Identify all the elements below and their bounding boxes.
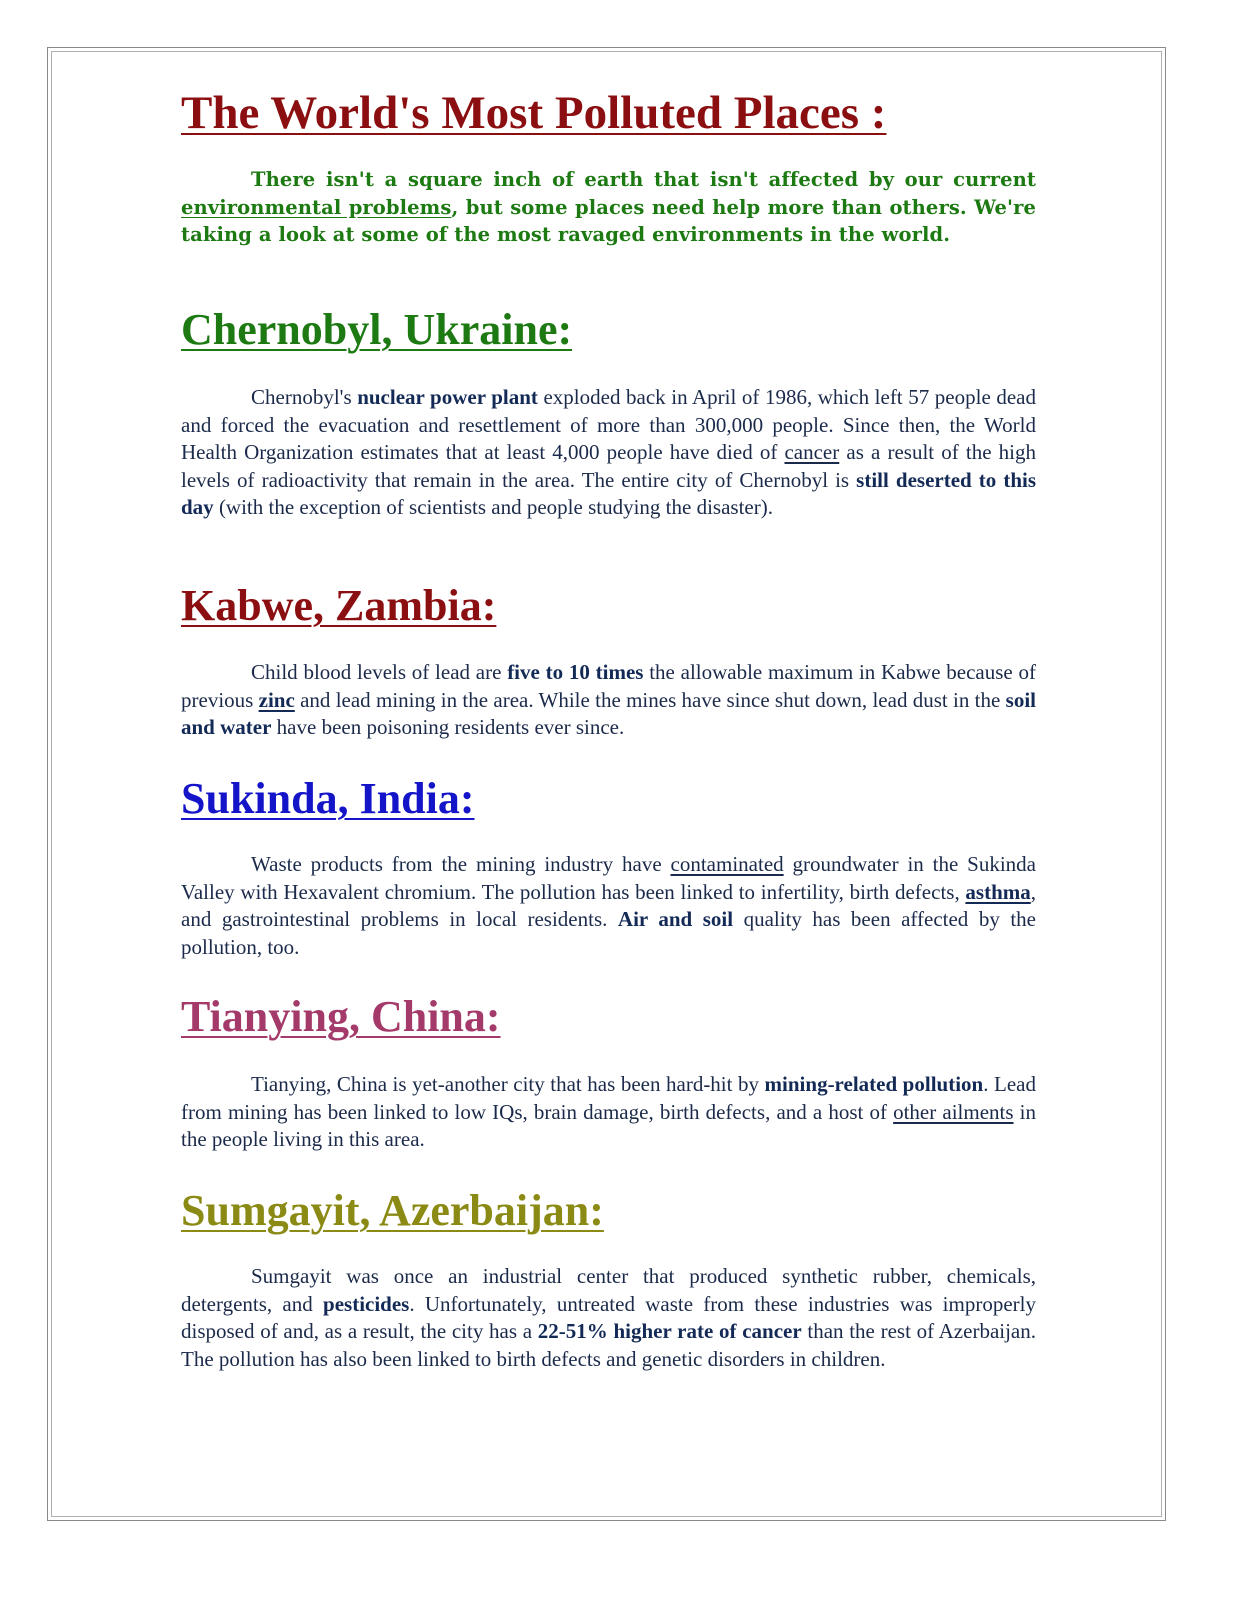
text-run: the allowable maximum in Kabwe because of previous [181, 660, 1036, 712]
intro-text: There isn't a square inch of earth that isn't affected by our current [251, 168, 1036, 191]
text-run: Tianying, China is yet-another city that has been hard-hit by [251, 1072, 765, 1096]
asthma-link[interactable]: asthma [965, 879, 1031, 904]
bold-text: mining-related pollution [764, 1072, 984, 1096]
zinc-link[interactable]: zinc [258, 687, 295, 712]
other-ailments-link[interactable]: other ailments [893, 1099, 1014, 1124]
text-run: Sumgayit was once an industrial center that produced synthetic rubber, chemicals, detergents, and [181, 1264, 1036, 1316]
paragraph-tianying [181, 1071, 1036, 1154]
text-run: . Unfortunately, untreated waste from these industries was improperly disposed of and, as a result, the city has a [181, 1291, 1036, 1344]
text-run: have been poisoning residents ever since. [271, 715, 625, 740]
heading-tianying: Tianying, China: [181, 992, 501, 1041]
bold-text: five to 10 times [507, 660, 644, 684]
paragraph-chernobyl [181, 384, 1036, 522]
text-run: in the people living in this area. [181, 1099, 1036, 1152]
bold-text: still deserted to this day [181, 467, 1037, 520]
environmental-problems-link[interactable]: environmental problems [181, 195, 452, 219]
text-run: (with the exception of scientists and people studying the disaster). [213, 495, 773, 520]
heading-kabwe: Kabwe, Zambia: [181, 581, 497, 630]
paragraph-sukinda [181, 851, 1036, 961]
text-run: Waste products from the mining industry have [251, 852, 671, 876]
text-run: exploded back in April of 1986, which left 57 people dead and forced the evacuation and resettlement of more than 300,000 people. Since then, the World Health Organization estimates that at least 4,000 people have died of [181, 385, 1036, 465]
cancer-link[interactable]: cancer [784, 440, 840, 465]
text-run: . Lead from mining has been linked to low IQs, brain damage, birth defects, and a host of [181, 1072, 1036, 1124]
text-run: Chernobyl's [251, 385, 358, 409]
paragraph-sumgayit [181, 1263, 1036, 1373]
text-run: quality has been affected by the pollution, too. [181, 907, 1036, 959]
document-body [181, 84, 1037, 1371]
text-run: Child blood levels of lead are [251, 660, 508, 684]
intro-paragraph [181, 166, 1036, 249]
bold-text: Air and soil [617, 907, 734, 932]
bold-text: soil and water [181, 687, 1036, 740]
text-run: than the rest of Azerbaijan. The pollution has also been linked to birth defects and genetic disorders in children. [181, 1319, 1037, 1371]
text-run: groundwater in the Sukinda Valley with Hexavalent chromium. The pollution has been linked to infertility, birth defects, [181, 852, 1036, 904]
intro-text: , but some places need help more than others. We're taking a look at some of the most ravaged environments in the world. [181, 195, 1037, 246]
text-run: and lead mining in the area. While the mines have since shut down, lead dust in the [294, 687, 1006, 712]
heading-chernobyl: Chernobyl, Ukraine: [181, 305, 573, 354]
text-run: , and gastrointestinal problems in local residents. [181, 879, 1036, 932]
heading-sumgayit: Sumgayit, Azerbaijan: [181, 1186, 604, 1235]
text-run: as a result of the high levels of radioactivity that remain in the area. The entire city of Chernobyl is [181, 440, 1036, 492]
heading-sukinda: Sukinda, India: [181, 774, 475, 823]
contaminated-link[interactable]: contaminated [670, 852, 784, 876]
bold-text: nuclear power plant [357, 385, 538, 409]
bold-text: pesticides [323, 1291, 410, 1316]
page-title: The World's Most Polluted Places : [181, 87, 887, 139]
bold-text: 22-51% higher rate of cancer [537, 1319, 802, 1344]
paragraph-kabwe [181, 659, 1036, 742]
